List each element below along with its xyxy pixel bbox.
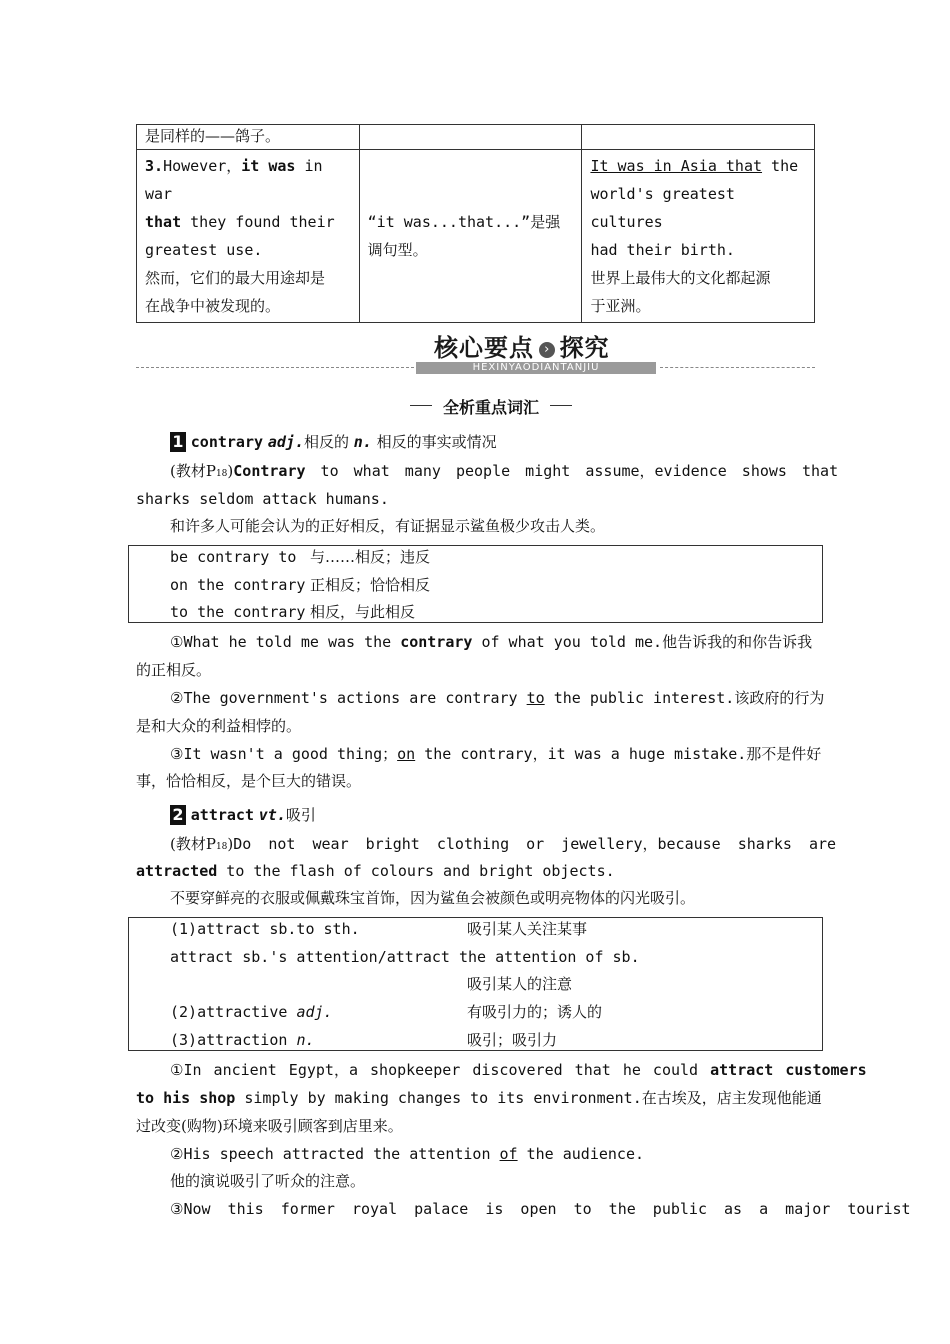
sentence-text: of what you told me.他告诉我的和你告诉我 [472, 633, 813, 651]
cell-line [145, 208, 351, 236]
table-row [137, 125, 815, 150]
phrase-text: (2)attractive [170, 1003, 297, 1021]
sentence-line: 他的演说吸引了听众的注意。 [170, 1172, 366, 1190]
sentence-line [136, 1084, 822, 1112]
cell-text: they found their [181, 213, 335, 231]
cell-line: 于亚洲。 [590, 297, 651, 315]
source-page: 18 [215, 842, 228, 852]
example-line [170, 457, 839, 488]
cell-line: had their birth. [590, 241, 735, 259]
sentence-line [170, 1056, 867, 1084]
sentence-text: the contrary，it was a huge mistake.那不是件好 [415, 745, 822, 763]
source-label: ) [227, 462, 234, 480]
phrase-en: on the contrary [170, 576, 306, 594]
phrase-cn: 正相反；恰恰相反 [310, 576, 431, 594]
cell-text: the [762, 157, 799, 175]
definition: 相反的 [303, 433, 349, 451]
sentence-line: 是和大众的利益相悖的。 [136, 717, 302, 735]
banner-pinyin: HEXINYAODIANTANJIU [416, 362, 656, 374]
emphasis-text: Contrary [233, 462, 306, 480]
cell-line: 世界上最伟大的文化都起源 [590, 269, 771, 287]
phrase-en: (1)attract sb.to sth. [170, 920, 360, 938]
underlined-text: to [526, 689, 545, 707]
part-of-speech: adj. [296, 1003, 333, 1021]
entry-heading [170, 801, 316, 829]
phrase-cn: 有吸引力的；诱人的 [467, 1003, 603, 1021]
phrase-cn: 与……相反；违反 [310, 548, 431, 566]
sentence-text: ①In ancient Egypt，a shopkeeper discovered that he could [170, 1061, 711, 1079]
headword: contrary [190, 433, 264, 451]
banner-title-left: 核心要点 [434, 334, 534, 362]
emphasis-text: to his shop [136, 1089, 236, 1107]
phrase-en: be contrary to [170, 548, 297, 566]
cell-text: However， [163, 157, 242, 175]
source-label: (教材P [170, 835, 216, 853]
example-text: to what many people might assume，evidence shows that [305, 462, 839, 480]
phrase-en: attract sb.'s attention/attract the attention of sb. [170, 948, 640, 966]
phrase-cn: 吸引某人关注某事 [467, 920, 588, 938]
table-cell [137, 150, 360, 323]
cell-line: 在战争中被发现的。 [145, 297, 281, 315]
part-of-speech: vt. [258, 806, 286, 824]
table-cell [359, 150, 582, 323]
sentence-line: 的正相反。 [136, 661, 212, 679]
table-row [137, 150, 815, 323]
part-of-speech: n. [353, 433, 372, 451]
part-of-speech: adj. [267, 433, 304, 451]
example-translation: 和许多人可能会认为的正好相反，有证据显示鲨鱼极少攻击人类。 [170, 517, 606, 535]
sentence-text: the audience. [517, 1145, 645, 1163]
cell-line: greatest use. [145, 241, 263, 259]
cell-line [590, 152, 806, 180]
table-cell [582, 150, 815, 323]
sentence-text: the public interest.该政府的行为 [544, 689, 825, 707]
phrase-cn: 相反，与此相反 [310, 603, 416, 621]
entry-number-badge: 1 [170, 432, 186, 452]
phrase-en [170, 1026, 315, 1054]
part-of-speech: n. [296, 1031, 315, 1049]
cell-text: 是同样的——鸽子。 [145, 127, 281, 145]
sentence-line [170, 1140, 644, 1168]
phrase-row [170, 571, 430, 599]
phrase-cn: 吸引；吸引力 [467, 1031, 558, 1049]
sentence-line: 事，恰恰相反，是个巨大的错误。 [136, 772, 362, 790]
phrase-en: to the contrary [170, 603, 306, 621]
sentence-text: ②The government's actions are contrary [170, 689, 527, 707]
phrase-en [170, 998, 333, 1026]
emphasis-text: that [145, 213, 182, 231]
cell-line: 然而，它们的最大用途却是 [145, 269, 326, 287]
entry-heading [170, 428, 497, 456]
subsection-title [408, 395, 574, 417]
table-cell [137, 125, 360, 150]
subtitle-text: 全析重点词汇 [442, 398, 539, 417]
sentence-line: 过改变(购物)环境来吸引顾客到店里来。 [136, 1117, 403, 1135]
emphasis-text: attract customers [710, 1061, 867, 1079]
phrase-row [170, 543, 430, 571]
cell-text: in war [145, 157, 323, 203]
emphasis-text: contrary [400, 633, 473, 651]
phrase-text: (3)attraction [170, 1031, 297, 1049]
sentence-text: ③It wasn't a good thing； [170, 745, 398, 763]
source-page: 18 [215, 469, 228, 479]
example-line [136, 857, 615, 885]
title-rule-right [550, 405, 572, 406]
definition: 相反的事实或情况 [376, 433, 497, 451]
cell-line: “it was...that...”是强 [367, 213, 561, 231]
table-cell [582, 125, 815, 150]
underlined-text: It was in Asia that [590, 157, 763, 175]
sentence-line [170, 684, 824, 712]
title-rule-left [410, 405, 432, 406]
sentence-table [136, 124, 815, 323]
item-number: 3. [145, 157, 164, 175]
example-text: to the flash of colours and bright objects. [217, 862, 615, 880]
example-translation: 不要穿鲜亮的衣服或佩戴珠宝首饰，因为鲨鱼会被颜色或明亮物体的闪光吸引。 [170, 889, 696, 907]
definition: 吸引 [285, 806, 316, 824]
sentence-line [170, 740, 821, 768]
table-cell [359, 125, 582, 150]
sentence-line: ③Now this former royal palace is open to the public as a major tourist [170, 1200, 911, 1218]
sentence-text: simply by making changes to its environment.在古埃及，店主发现他能通 [235, 1089, 822, 1107]
arrow-icon: › [539, 342, 555, 358]
example-line: sharks seldom attack humans. [136, 490, 389, 508]
banner-title-right: 探究 [559, 334, 610, 362]
divider-right [660, 367, 815, 368]
phrase-cn: 吸引某人的注意 [467, 975, 573, 993]
source-label: ) [227, 835, 234, 853]
sentence-text: ①What he told me was the [170, 633, 401, 651]
emphasis-text: it was [241, 157, 296, 175]
underlined-text: on [397, 745, 416, 763]
section-banner [434, 328, 634, 362]
cell-line: world's greatest cultures [590, 185, 735, 231]
underlined-text: of [499, 1145, 518, 1163]
phrase-row [170, 598, 415, 626]
sentence-text: ②His speech attracted the attention [170, 1145, 500, 1163]
sentence-line [170, 628, 812, 656]
headword: attract [190, 806, 254, 824]
divider-left [136, 367, 414, 368]
cell-line: 调句型。 [367, 241, 428, 259]
entry-number-badge: 2 [170, 805, 186, 825]
source-label: (教材P [170, 462, 216, 480]
emphasis-text: attracted [136, 862, 218, 880]
cell-line [145, 152, 351, 208]
example-text: Do not wear bright clothing or jewellery，because sharks are [233, 835, 837, 853]
